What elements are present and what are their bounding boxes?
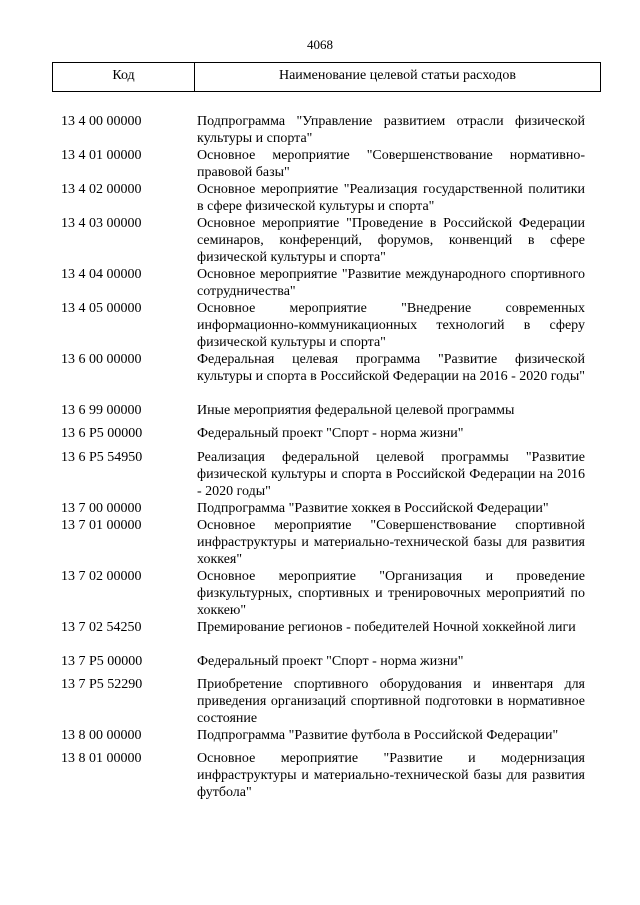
column-header-code: Код — [53, 63, 195, 91]
table-row — [61, 653, 591, 676]
row-name: Основное мероприятие "Внедрение современных информационно-коммуникационных технологий в сферу физической культуры и спорта" — [197, 301, 585, 350]
row-name: Основное мероприятие "Развитие международного спортивного сотрудничества" — [197, 267, 585, 299]
row-name: Федеральный проект "Спорт - норма жизни" — [197, 426, 464, 441]
row-code: 13 8 01 00000 — [61, 751, 142, 766]
row-name: Подпрограмма "Развитие хоккея в Российской Федерации" — [197, 501, 549, 516]
row-name: Федеральная целевая программа "Развитие физической культуры и спорта в Российской Федерации на 2016 - 2020 годы" — [197, 352, 586, 384]
table-row — [61, 266, 591, 300]
row-name: Реализация федеральной целевой программы "Развитие физической культуры и спорта в Российской Федерации на 2016 - 2020 годы" — [197, 450, 585, 499]
table-row — [61, 181, 591, 215]
table-header — [52, 62, 601, 92]
row-code: 13 4 02 00000 — [61, 182, 142, 197]
row-name: Основное мероприятие "Совершенствование спортивной инфраструктуры и материально-технической базы для развития хоккея" — [197, 518, 585, 567]
row-code: 13 7 00 00000 — [61, 501, 142, 516]
row-name: Основное мероприятие "Реализация государственной политики в сфере физической культуры и спорта" — [197, 182, 585, 214]
table-row — [61, 113, 591, 147]
row-name: Основное мероприятие "Проведение в Российской Федерации семинаров, конференций, форумов, конвенций в сфере физической культуры и спорта" — [197, 216, 585, 265]
table-row — [61, 727, 591, 750]
row-code: 13 6 99 00000 — [61, 403, 142, 418]
row-code: 13 6 P5 54950 — [61, 450, 143, 465]
table-row — [61, 402, 591, 425]
row-code: 13 4 04 00000 — [61, 267, 142, 282]
row-code: 13 7 P5 00000 — [61, 654, 143, 669]
table-row — [61, 517, 591, 568]
row-name: Премирование регионов - победителей Ночной хоккейной лиги — [197, 620, 576, 635]
row-code: 13 4 01 00000 — [61, 148, 142, 163]
table-row — [61, 215, 591, 266]
row-code: 13 7 P5 52290 — [61, 677, 143, 692]
table-row — [61, 500, 591, 517]
table-row — [61, 619, 591, 653]
row-name: Приобретение спортивного оборудования и инвентаря для приведения организаций спортивной подготовки в нормативное состояние — [197, 677, 585, 726]
row-code: 13 7 01 00000 — [61, 518, 142, 533]
row-code: 13 4 00 00000 — [61, 114, 142, 129]
table-row — [61, 568, 591, 619]
row-name: Основное мероприятие "Развитие и модернизация инфраструктуры и материально-технической базы для развития футбола" — [197, 751, 585, 800]
row-code: 13 4 03 00000 — [61, 216, 142, 231]
table-row — [61, 147, 591, 181]
table-row — [61, 425, 591, 449]
row-code: 13 7 02 54250 — [61, 620, 142, 635]
table-row — [61, 300, 591, 351]
table-row — [61, 676, 591, 727]
table-row — [61, 449, 591, 500]
row-code: 13 8 00 00000 — [61, 728, 142, 743]
row-name: Иные мероприятия федеральной целевой программы — [197, 403, 515, 418]
table-row — [61, 351, 591, 402]
column-header-name: Наименование целевой статьи расходов — [278, 68, 517, 83]
table-body — [61, 113, 591, 801]
row-name: Основное мероприятие "Совершенствование нормативно-правовой базы" — [197, 148, 585, 180]
table-row — [61, 750, 591, 801]
row-code: 13 6 00 00000 — [61, 352, 142, 367]
row-name: Основное мероприятие "Организация и проведение физкультурных, спортивных и тренировочных мероприятий по хоккею" — [197, 569, 585, 618]
row-code: 13 6 P5 00000 — [61, 426, 143, 441]
row-code: 13 7 02 00000 — [61, 569, 142, 584]
row-name: Федеральный проект "Спорт - норма жизни" — [197, 654, 464, 669]
page-number: 4068 — [307, 37, 333, 52]
row-code: 13 4 05 00000 — [61, 301, 142, 316]
row-name: Подпрограмма "Развитие футбола в Российской Федерации" — [197, 728, 559, 743]
row-name: Подпрограмма "Управление развитием отрасли физической культуры и спорта" — [197, 114, 585, 146]
